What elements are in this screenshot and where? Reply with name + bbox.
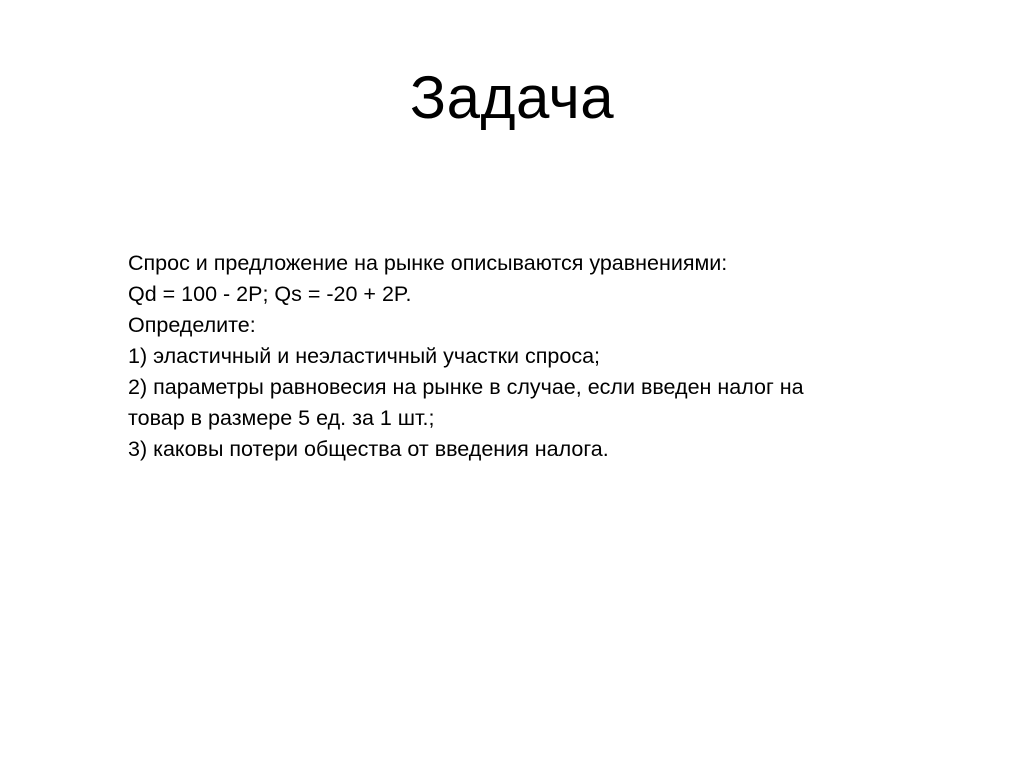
task-line-intro: Спрос и предложение на рынке описываются уравнениями:	[128, 251, 728, 275]
task-text	[128, 248, 958, 465]
task-line-equations: Qd = 100 - 2P; Qs = -20 + 2P.	[128, 282, 412, 306]
task-line-question-1: 1) эластичный и неэластичный участки спроса;	[128, 344, 601, 368]
task-line-question-3: 3) каковы потери общества от введения налога.	[128, 437, 609, 461]
task-line-question-2: 2) параметры равновесия на рынке в случае, если введен налог на	[128, 375, 804, 399]
task-line-determine: Определите:	[128, 313, 256, 337]
task-line-question-2-cont: товар в размере 5 ед. за 1 шт.;	[128, 406, 435, 430]
slide-title: Задача	[409, 64, 615, 131]
